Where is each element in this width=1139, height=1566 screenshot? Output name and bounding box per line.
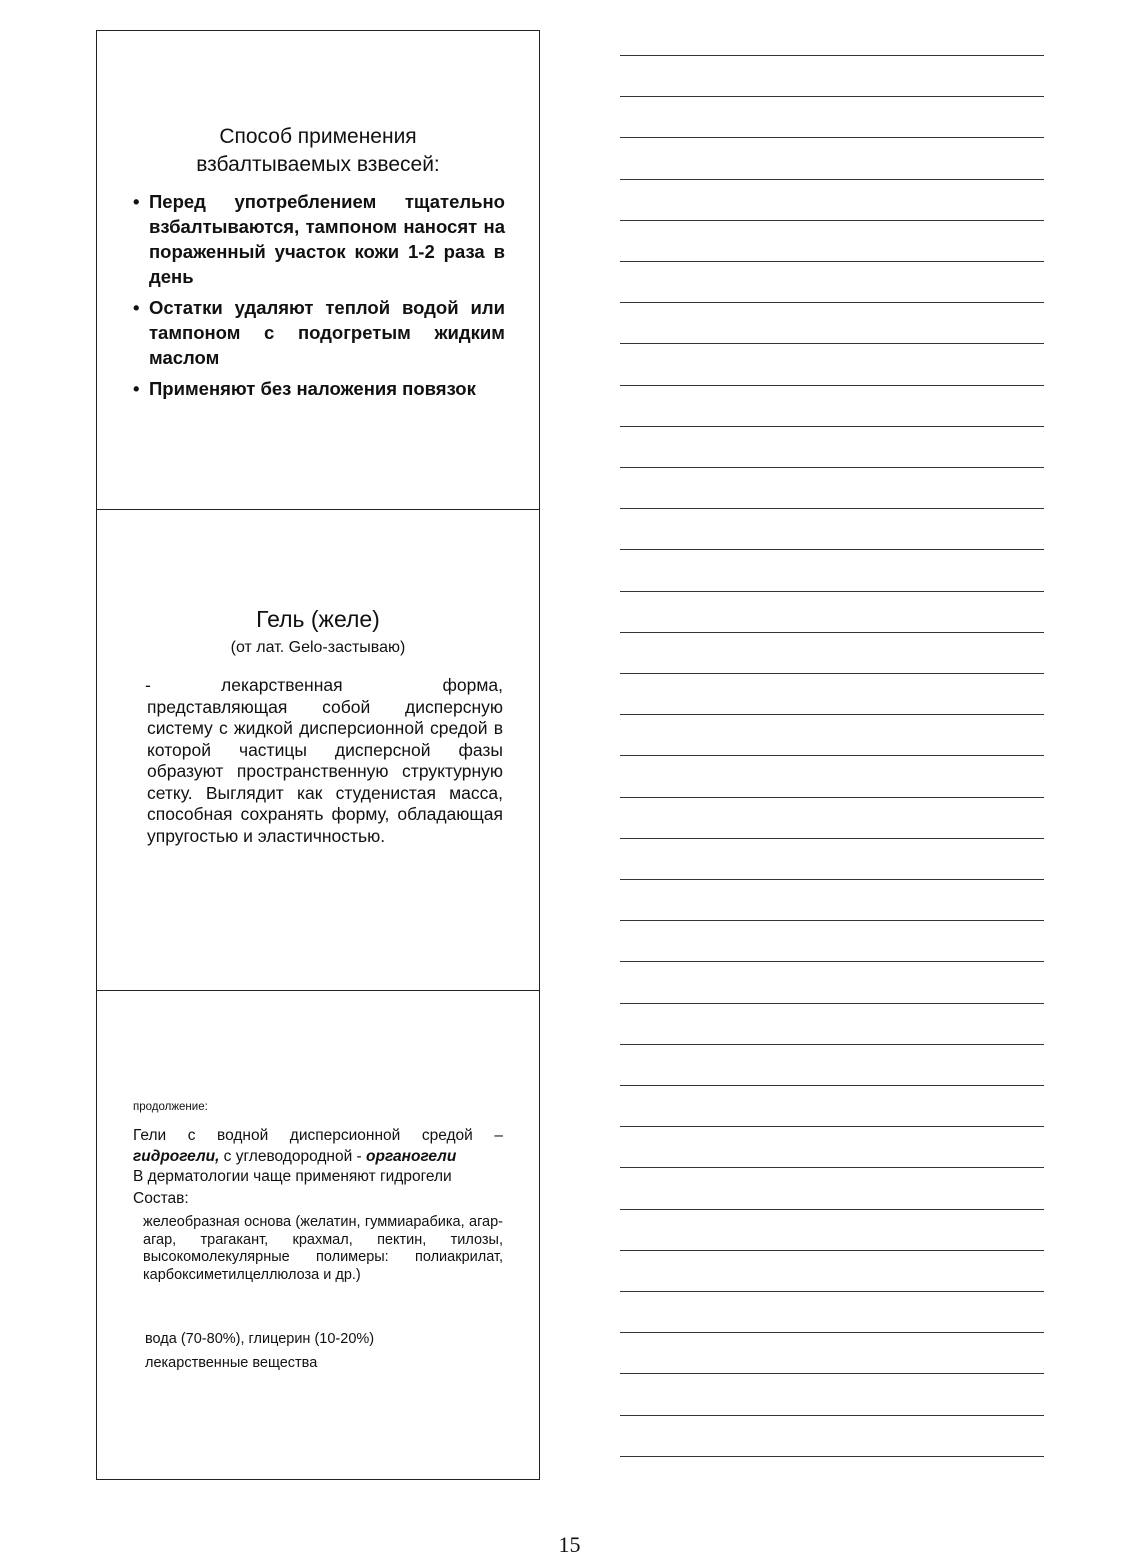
bullet-item: • Остатки удаляют теплой водой или тампоном с подогретым жидким маслом	[133, 295, 505, 370]
note-line	[620, 343, 1044, 344]
note-line	[620, 1456, 1044, 1457]
gel-types-text-2: с углеводородной -	[219, 1148, 367, 1165]
note-line	[620, 961, 1044, 962]
title-line-2: взбалтываемых взвесей:	[196, 153, 440, 176]
slide-title: Гель (желе)	[256, 606, 380, 632]
note-line	[620, 673, 1044, 674]
slides-column	[96, 30, 540, 1480]
note-line	[620, 591, 1044, 592]
page-number: 15	[558, 1532, 581, 1557]
title-line-1: Способ применения	[219, 125, 417, 148]
note-line	[620, 426, 1044, 427]
composition-drugs: лекарственные вещества	[145, 1355, 318, 1371]
definition-text	[147, 675, 503, 847]
slide-subtitle: (от лат. Gelo-застываю)	[230, 639, 406, 656]
term-organogels: органогели	[366, 1148, 457, 1165]
note-line	[620, 467, 1044, 468]
definition-body: лекарственная форма, представляющая собой дисперсную систему с жидкой дисперсионной средой в которой частицы дисперсной фазы образуют пространственную структурную сетку. Выглядит как студенистая масса, способная сохранять форму, обладающая упругостью и эластичностью.	[147, 675, 503, 846]
note-line	[620, 1167, 1044, 1168]
note-line	[620, 508, 1044, 509]
term-hydrogels: гидрогели,	[133, 1148, 220, 1165]
note-line	[620, 1209, 1044, 1210]
note-line	[620, 755, 1044, 756]
composition-base: желеобразная основа (желатин, гуммиарабика, агар-агар, трагакант, крахмал, пектин, тилозы, высокомолекулярные полимеры: полиакрилат, карбоксиметилцеллюлоза и др.)	[143, 1214, 503, 1283]
note-line	[620, 137, 1044, 138]
bullet-item: • Перед употреблением тщательно взбалтываются, тампоном наносят на пораженный участок кожи 1-2 раза в день	[133, 189, 505, 289]
composition-heading: Состав:	[133, 1190, 189, 1207]
slide-title	[97, 123, 539, 179]
note-line	[620, 879, 1044, 880]
dermatology-paragraph: В дерматологии чаще применяют гидрогели	[133, 1168, 452, 1185]
note-line	[620, 1332, 1044, 1333]
note-line	[620, 797, 1044, 798]
note-line	[620, 1291, 1044, 1292]
note-line	[620, 261, 1044, 262]
note-line	[620, 1003, 1044, 1004]
note-line	[620, 1126, 1044, 1127]
slide-gel-definition	[97, 510, 539, 991]
note-line	[620, 96, 1044, 97]
note-line	[620, 385, 1044, 386]
note-line	[620, 838, 1044, 839]
note-line	[620, 1044, 1044, 1045]
note-line	[620, 1373, 1044, 1374]
note-line	[620, 1250, 1044, 1251]
note-line	[620, 714, 1044, 715]
slide-gel-continued	[97, 991, 539, 1479]
composition-water: вода (70-80%), глицерин (10-20%)	[145, 1331, 375, 1347]
continuation-label: продолжение:	[133, 1101, 208, 1113]
bullet-item: • Применяют без наложения повязок	[133, 376, 505, 401]
gel-types-paragraph	[133, 1125, 503, 1167]
note-line	[620, 632, 1044, 633]
note-line	[620, 1085, 1044, 1086]
note-line	[620, 220, 1044, 221]
note-line	[620, 55, 1044, 56]
slide-suspension-usage	[97, 31, 539, 510]
dash-marker: -	[145, 675, 151, 695]
note-line	[620, 1415, 1044, 1416]
gel-types-text: Гели с водной дисперсионной средой –	[133, 1127, 503, 1144]
note-line	[620, 549, 1044, 550]
note-line	[620, 920, 1044, 921]
bullet-list	[133, 189, 505, 407]
notes-lines	[620, 0, 1044, 1480]
note-line	[620, 302, 1044, 303]
note-line	[620, 179, 1044, 180]
